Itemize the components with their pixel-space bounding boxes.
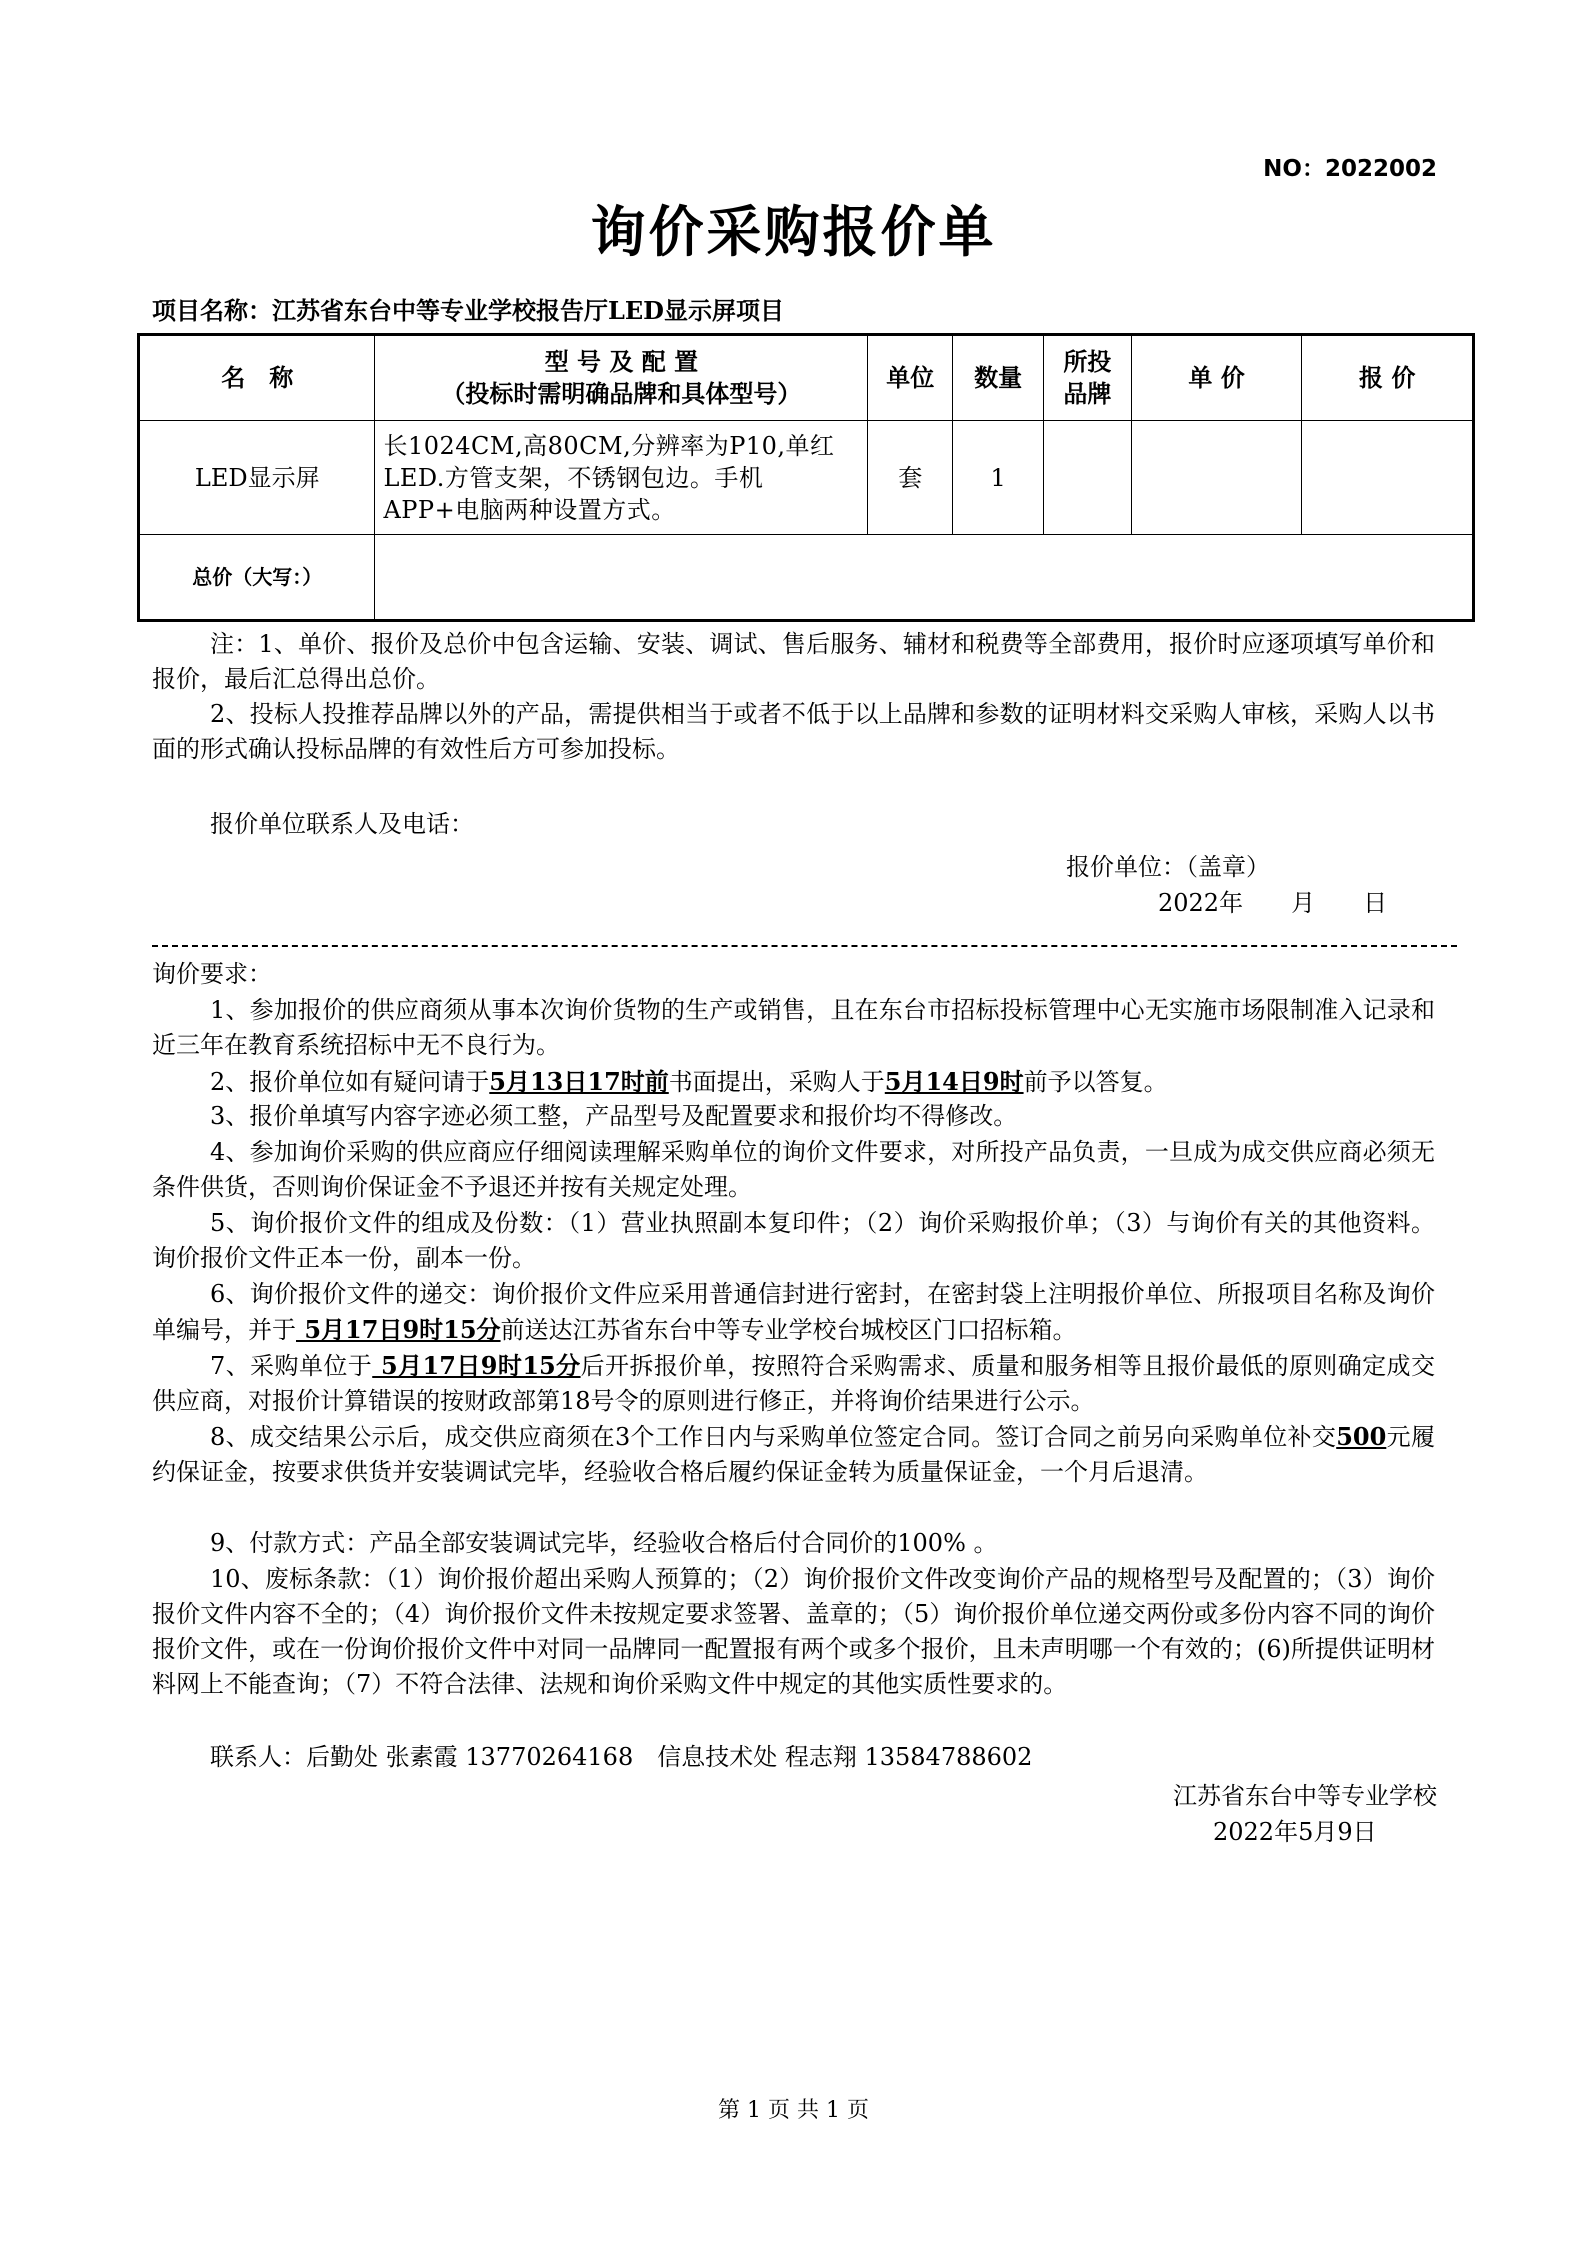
header-spec-line2: （投标时需明确品牌和具体型号） <box>441 379 802 408</box>
cell-unit: 套 <box>868 421 953 535</box>
cell-quote[interactable] <box>1302 421 1474 535</box>
requirement-7-text-a: 7、采购单位于 <box>210 1352 373 1380</box>
header-brand-line1: 所投 <box>1063 347 1112 376</box>
requirement-4: 4、参加询价采购的供应商应仔细阅读理解采购单位的询价文件要求，对所投产品负责，一旦成为成交供应商必须无条件供货，否则询价保证金不予退还并按有关规定处理。 <box>152 1138 1435 1201</box>
requirement-7-opening-time: 5月17日9时15分 <box>372 1351 581 1380</box>
requirement-5: 5、询价报价文件的组成及份数：（1）营业执照副本复印件；（2）询价采购报价单；（3）与询价有关的其他资料。询价报价文件正本一份，副本一份。 <box>152 1209 1435 1272</box>
cell-spec: 长1024CM,高80CM,分辨率为P10,单红LED.方管支架，不锈钢包边。手机APP+电脑两种设置方式。 <box>375 421 868 535</box>
contact-line: 报价单位联系人及电话： <box>210 810 474 838</box>
requirement-3: 3、报价单填写内容字迹必须工整，产品型号及配置要求和报价均不得修改。 <box>210 1102 1018 1130</box>
requirement-8-text-a: 8、成交结果公示后，成交供应商须在3个工作日内与采购单位签定合同。签订合同之前另向采购单位补交 <box>210 1423 1337 1451</box>
table-header-row <box>139 335 1474 421</box>
header-quote: 报 价 <box>1302 335 1474 421</box>
requirement-7-text-b: 后开拆报价单，按照符合采购需求、质量和服务相等且报价最低的原则确定成交供应商，对报价计算错误的按财政部第18号令的原则进行修正，并将询价结果进行公示。 <box>152 1352 1435 1415</box>
cell-brand[interactable] <box>1044 421 1132 535</box>
cell-name: LED显示屏 <box>139 421 375 535</box>
requirement-1: 1、参加报价的供应商须从事本次询价货物的生产或销售，且在东台市招标投标管理中心无实施市场限制准入记录和近三年在教育系统招标中无不良行为。 <box>152 996 1435 1059</box>
header-spec <box>375 335 868 421</box>
header-brand <box>1044 335 1132 421</box>
stamp-line: 报价单位：（盖章） <box>1066 853 1270 881</box>
quotation-table <box>137 333 1475 622</box>
requirements-heading: 询价要求： <box>152 960 272 988</box>
requirement-6-text-a: 6、询价报价文件的递交：询价报价文件应采用普通信封进行密封，在密封袋上注明报价单位、所报项目名称及询价单编号，并于 <box>152 1280 1435 1344</box>
requirement-7 <box>152 1348 1435 1419</box>
header-unit-price: 单 价 <box>1131 335 1302 421</box>
note-2: 2、投标人投推荐品牌以外的产品，需提供相当于或者不低于以上品牌和参数的证明材料交采购人审核，采购人以书面的形式确认投标品牌的有效性后方可参加投标。 <box>152 700 1435 763</box>
requirement-2-text-a: 2、报价单位如有疑问请于 <box>210 1068 490 1096</box>
cell-unit-price[interactable] <box>1131 421 1302 535</box>
contacts-line: 联系人：后勤处 张素霞 13770264168 信息技术处 程志翔 13584788602 <box>210 1743 1033 1771</box>
page-footer: 第 1 页 共 1 页 <box>718 2098 869 2123</box>
requirement-2 <box>152 1064 1435 1100</box>
form-date: 2022年 月 日 <box>1158 889 1388 917</box>
header-qty: 数量 <box>953 335 1044 421</box>
requirement-2-reply-time: 5月14日9时 <box>884 1067 1024 1096</box>
requirement-6 <box>152 1277 1435 1348</box>
total-row <box>139 535 1474 621</box>
table-row <box>139 421 1474 535</box>
divider <box>152 945 1457 947</box>
document-number: NO：2022002 <box>1263 156 1437 182</box>
total-value[interactable] <box>375 535 1474 621</box>
requirement-9: 9、付款方式：产品全部安装调试完毕，经验收合格后付合同价的100% 。 <box>210 1529 998 1557</box>
requirement-6-text-b: 前送达江苏省东台中等专业学校台城校区门口招标箱。 <box>500 1316 1077 1344</box>
total-label: 总价（大写：） <box>139 535 375 621</box>
page-title: 询价采购报价单 <box>590 199 997 264</box>
requirement-8-text-b: 元履约保证金，按要求供货并安装调试完毕，经验收合格后履约保证金转为质量保证金，一个月后退清。 <box>152 1423 1435 1486</box>
signature-org: 江苏省东台中等专业学校 <box>1173 1782 1437 1810</box>
header-name: 名 称 <box>139 335 375 421</box>
project-name: 项目名称：江苏省东台中等专业学校报告厅LED显示屏项目 <box>152 296 784 325</box>
requirement-8-amount: 500 <box>1336 1422 1387 1451</box>
cell-qty: 1 <box>953 421 1044 535</box>
header-spec-line1: 型 号 及 配 置 <box>544 347 699 376</box>
requirement-10: 10、废标条款：（1）询价报价超出采购人预算的；（2）询价报价文件改变询价产品的规格型号及配置的；（3）询价报价文件内容不全的；（4）询价报价文件未按规定要求签署、盖章的；（5）询价报价单位递交两份或多份内容不同的询价报价文件，或在一份询价报价文件中对同一品牌同一配置报有两个或多个报价，且未声明哪一个有效的；(6)所提供证明材料网上不能查询；（7）不符合法律、法规和询价采购文件中规定的其他实质性要求的。 <box>152 1565 1435 1698</box>
requirement-6-deadline: 5月17日9时15分 <box>296 1315 501 1344</box>
requirement-2-deadline: 5月13日17时前 <box>489 1067 669 1096</box>
header-brand-line2: 品牌 <box>1063 379 1112 408</box>
requirement-8 <box>152 1419 1435 1490</box>
header-unit: 单位 <box>868 335 953 421</box>
requirement-2-text-b: 书面提出，采购人于 <box>668 1068 885 1096</box>
note-1: 注：1、单价、报价及总价中包含运输、安装、调试、售后服务、辅材和税费等全部费用，报价时应逐项填写单价和报价，最后汇总得出总价。 <box>152 630 1435 693</box>
signature-date: 2022年5月9日 <box>1213 1818 1377 1846</box>
requirement-2-text-c: 前予以答复。 <box>1023 1068 1168 1096</box>
